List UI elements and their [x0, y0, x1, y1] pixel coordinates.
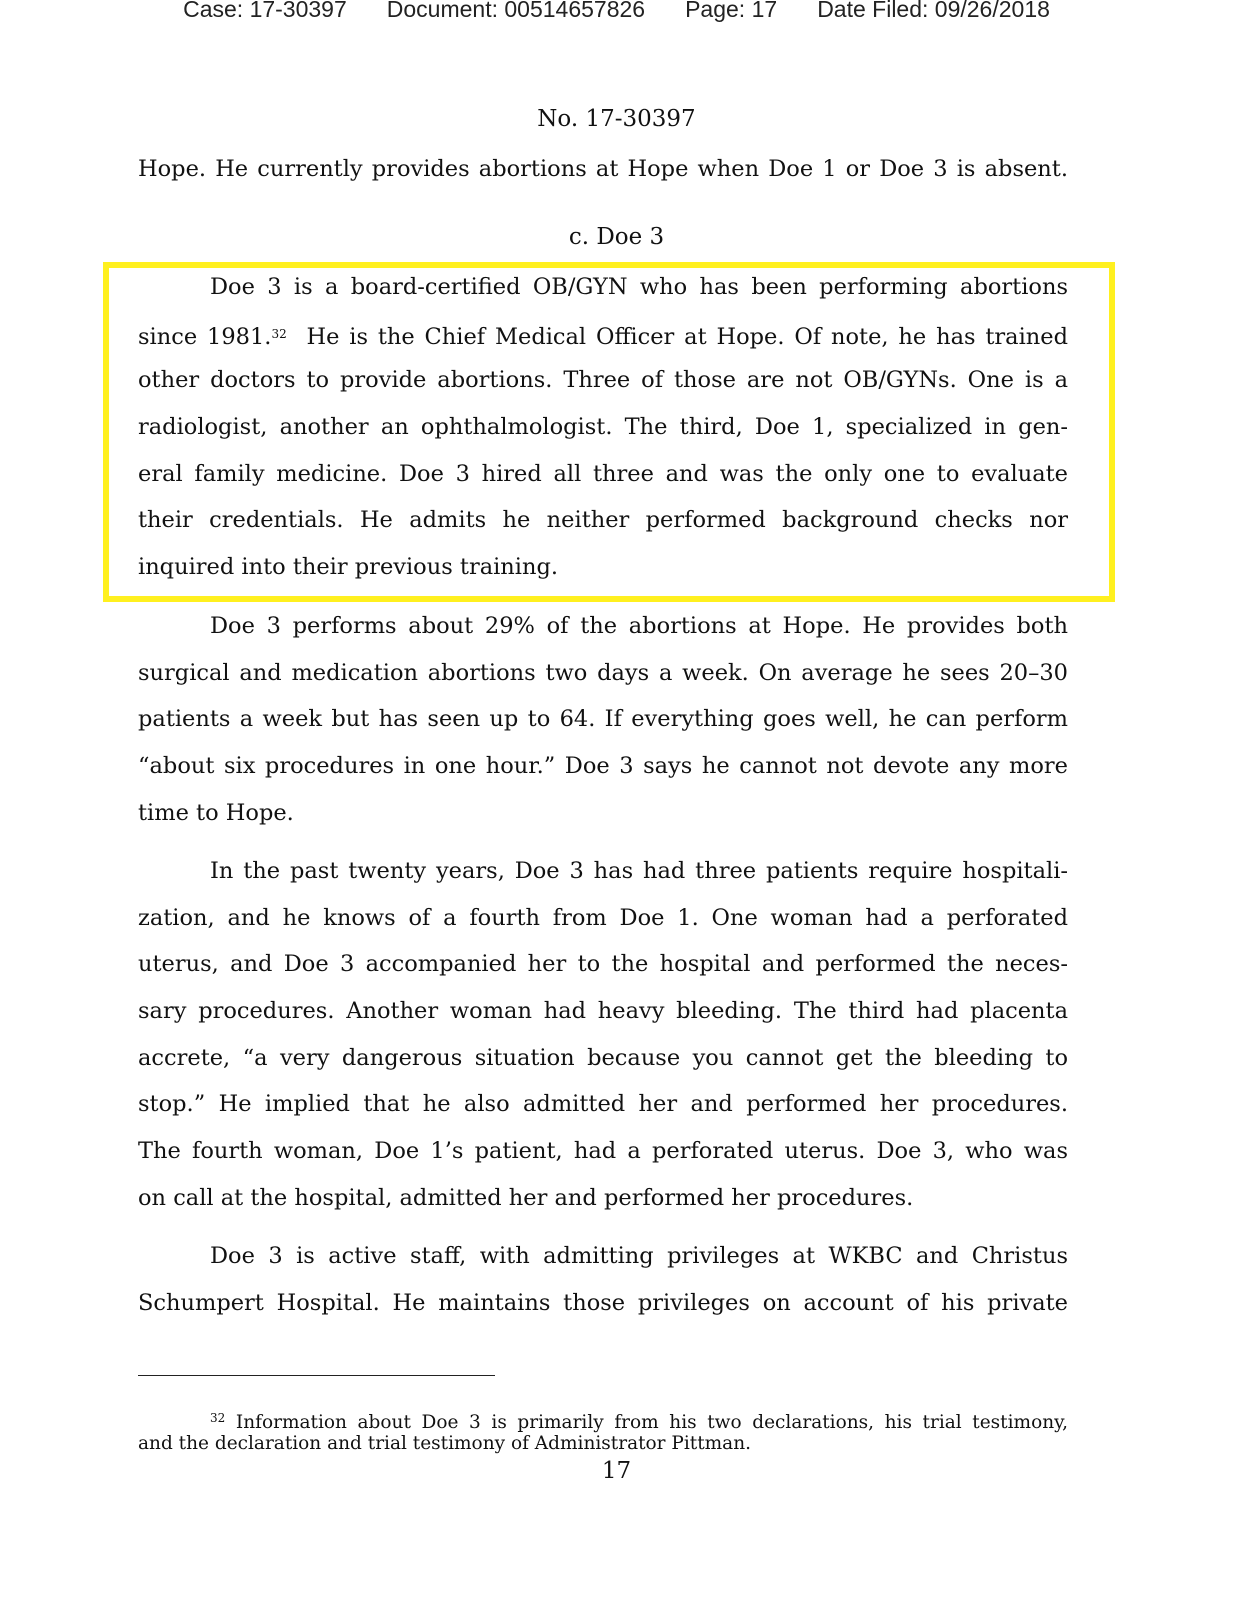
paragraph-3: [138, 848, 1068, 1222]
text-line: time to Hope.: [138, 799, 294, 826]
section-heading: c. Doe 3: [568, 224, 665, 250]
document-number: Document: 00514657826: [386, 0, 646, 22]
text-span: since 1981.: [138, 323, 272, 350]
paragraph-2: [138, 603, 1068, 836]
text-line: inquired into their previous training.: [138, 554, 559, 581]
text-line: their credentials. He admits he neither performed background checks nor: [138, 507, 1068, 534]
text-line: stop.” He implied that he also admitted her and performed her procedures.: [138, 1091, 1068, 1118]
text-line: other doctors to provide abortions. Three of those are not OB/GYNs. One is a: [138, 367, 1068, 394]
text-line: Doe 3 is active staff, with admitting privileges at WKBC and Christus: [210, 1243, 1068, 1269]
text-line: uterus, and Doe 3 accompanied her to the hospital and performed the neces-: [138, 951, 1068, 978]
text-line: radiologist, another an ophthalmologist. The third, Doe 1, specialized in gen-: [138, 414, 1068, 441]
date-filed: Date Filed: 09/26/2018: [817, 0, 1050, 22]
paragraph-1: [138, 264, 1068, 591]
text-line: patients a week but has seen up to 64. If everything goes well, he can perform: [138, 706, 1068, 733]
text-line: and the declaration and trial testimony of Administrator Pittman.: [138, 1433, 752, 1454]
footnote-ref[interactable]: 32: [271, 326, 287, 341]
text-line: “about six procedures in one hour.” Doe 3 says he cannot not devote any more: [138, 753, 1068, 780]
footnote-divider: [138, 1375, 495, 1376]
text-line: Doe 3 performs about 29% of the abortions at Hope. He provides both: [210, 613, 1068, 639]
text-line: [138, 1405, 1068, 1431]
text-line: accrete, “a very dangerous situation because you cannot get the bleeding to: [138, 1044, 1068, 1071]
text-line: on call at the hospital, admitted her and performed her procedures.: [138, 1184, 914, 1211]
text-line: Doe 3 is a board-certified OB/GYN who has been performing abortions: [210, 274, 1068, 300]
filing-header: [0, 0, 1233, 23]
text-span: He is the Chief Medical Officer at Hope. Of note, he has trained: [306, 323, 1069, 350]
text-line: zation, and he knows of a fourth from Doe 1. One woman had a perforated: [138, 904, 1068, 931]
text-line: [138, 311, 1068, 358]
text-line: surgical and medication abortions two days a week. On average he sees 20–30: [138, 659, 1068, 686]
footnote: [138, 1405, 1068, 1457]
footnote-number: 32: [210, 1411, 226, 1425]
text-span: Information about Doe 3 is primarily from his two declarations, his trial testimony,: [235, 1412, 1068, 1433]
case-number: Case: 17-30397: [183, 0, 347, 22]
page-number: 17: [601, 1458, 632, 1484]
text-line: eral family medicine. Doe 3 hired all three and was the only one to evaluate: [138, 460, 1068, 487]
docket-number: No. 17-30397: [537, 106, 696, 132]
text-line: The fourth woman, Doe 1’s patient, had a perforated uterus. Doe 3, who was: [138, 1138, 1068, 1165]
page-label: Page: 17: [685, 0, 778, 22]
text-line: Schumpert Hospital. He maintains those privileges on account of his private: [138, 1289, 1068, 1316]
text-line: In the past twenty years, Doe 3 has had three patients require hospitali-: [210, 858, 1068, 884]
paragraph-4: [138, 1233, 1068, 1326]
text-line: sary procedures. Another woman had heavy bleeding. The third had placenta: [138, 998, 1068, 1025]
intro-line: Hope. He currently provides abortions at Hope when Doe 1 or Doe 3 is absent.: [138, 156, 1068, 182]
